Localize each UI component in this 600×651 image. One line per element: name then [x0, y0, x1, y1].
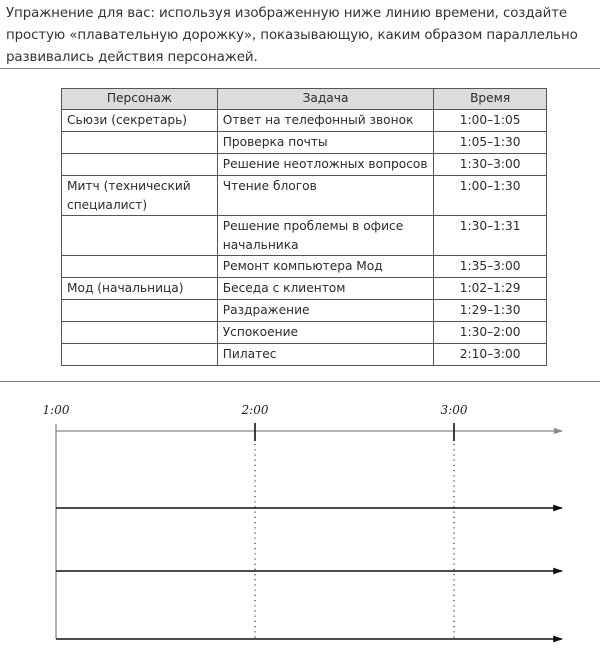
cell-task: Проверка почты: [217, 132, 434, 154]
cell-character: Сьюзи (секретарь): [62, 110, 218, 132]
cell-task: Решение проблемы в офисе начальника: [217, 216, 434, 256]
cell-character: [62, 322, 218, 344]
cell-character: Митч (технический специалист): [62, 176, 218, 216]
cell-task: Ремонт компьютера Мод: [217, 256, 434, 278]
cell-time: 1:29–1:30: [434, 300, 547, 322]
cell-character: Мод (начальница): [62, 278, 218, 300]
swimlane-timeline: [0, 390, 600, 651]
table-header-row: [62, 89, 547, 110]
cell-character: [62, 300, 218, 322]
cell-time: 1:35–3:00: [434, 256, 547, 278]
cell-character: [62, 132, 218, 154]
cell-time: 2:10–3:00: [434, 344, 547, 366]
cell-time: 1:02–1:29: [434, 278, 547, 300]
divider-top: [0, 68, 600, 69]
cell-time: 1:00–1:30: [434, 176, 547, 216]
table-row: [62, 322, 547, 344]
cell-time: 1:30–3:00: [434, 154, 547, 176]
exercise-instructions: Упражнение для вас: используя изображенную ниже линию времени, создайте простую «плавательную дорожку», показывающую, каким образом параллельно развивались действия персонажей.: [6, 6, 578, 65]
cell-character: [62, 154, 218, 176]
header-task: Задача: [217, 89, 434, 110]
table-row: [62, 344, 547, 366]
table-row: [62, 256, 547, 278]
table-row: [62, 132, 547, 154]
cell-character: [62, 256, 218, 278]
tick-label: 1:00: [42, 403, 70, 417]
table-row: [62, 216, 547, 256]
cell-time: 1:30–2:00: [434, 322, 547, 344]
cell-time: 1:05–1:30: [434, 132, 547, 154]
cell-task: Раздражение: [217, 300, 434, 322]
cell-task: Успокоение: [217, 322, 434, 344]
divider-bottom: [0, 381, 600, 382]
tick-label: 3:00: [440, 403, 468, 417]
table-row: [62, 154, 547, 176]
cell-task: Пилатес: [217, 344, 434, 366]
cell-character: [62, 216, 218, 256]
cell-task: Ответ на телефонный звонок: [217, 110, 434, 132]
cell-character: [62, 344, 218, 366]
table-row: [62, 300, 547, 322]
tick-label: 2:00: [241, 403, 269, 417]
cell-task: Беседа с клиентом: [217, 278, 434, 300]
header-character: Персонаж: [62, 89, 218, 110]
cell-task: Решение неотложных вопросов: [217, 154, 434, 176]
cell-time: 1:00–1:05: [434, 110, 547, 132]
table-row: [62, 278, 547, 300]
tasks-table: [61, 88, 547, 366]
table-row: [62, 110, 547, 132]
cell-time: 1:30–1:31: [434, 216, 547, 256]
table-row: [62, 176, 547, 216]
cell-task: Чтение блогов: [217, 176, 434, 216]
header-time: Время: [434, 89, 547, 110]
